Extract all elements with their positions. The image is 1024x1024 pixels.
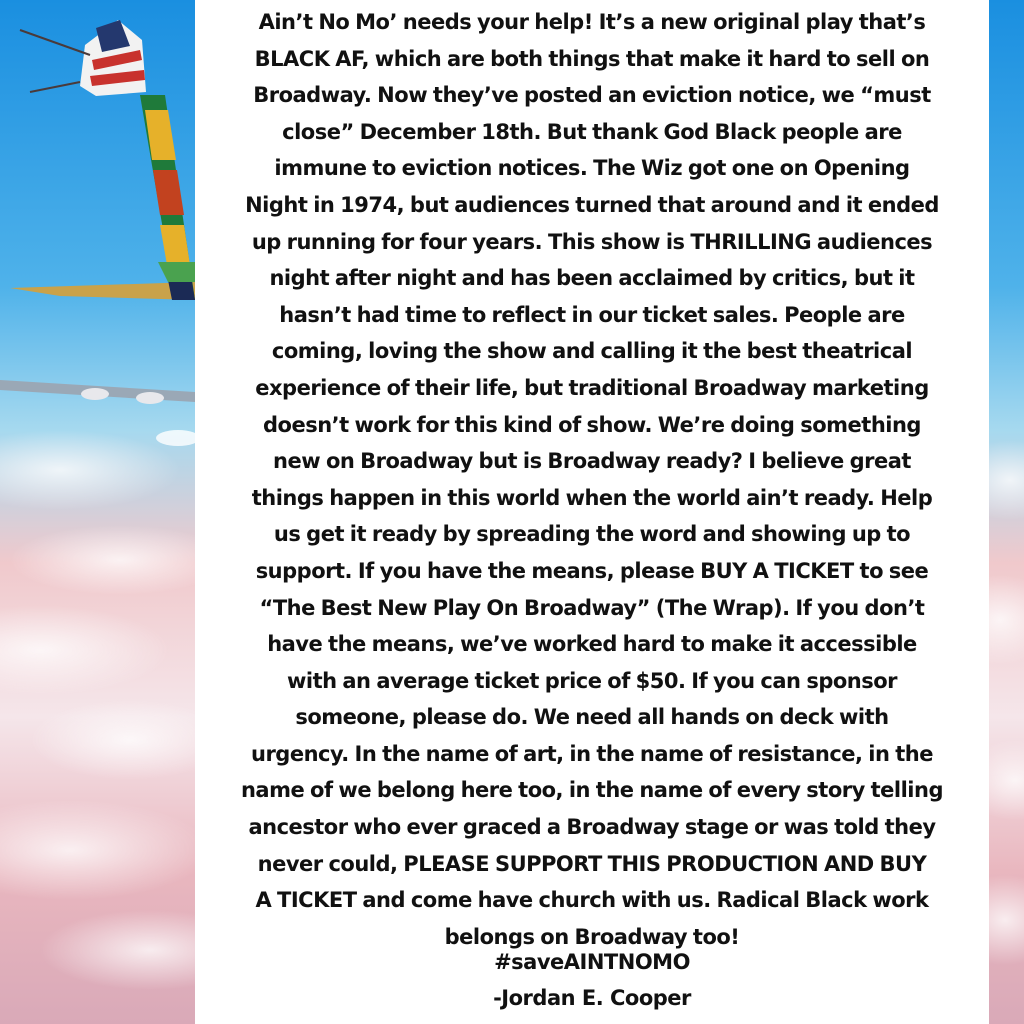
message-line: night after night and has been acclaimed by critics, but it xyxy=(269,266,915,291)
message-line: with an average ticket price of $50. If you can sponsor xyxy=(286,668,898,693)
message-line: things happen in this world when the world ain’t ready. Help xyxy=(251,485,933,510)
message-line: up running for four years. This show is THRILLING audiences xyxy=(251,229,933,254)
message-line: have the means, we’ve worked hard to make it accessible xyxy=(267,632,917,657)
message-line: never could, PLEASE SUPPORT THIS PRODUCTION AND BUY xyxy=(257,851,927,876)
message-line: urgency. In the name of art, in the name of resistance, in the xyxy=(251,741,933,766)
message-line: Night in 1974, but audiences turned that around and it ended xyxy=(245,192,939,217)
message-line: coming, loving the show and calling it the best theatrical xyxy=(271,339,913,364)
message-line: close” December 18th. But thank God Black people are xyxy=(282,119,902,144)
message-panel xyxy=(195,0,989,1024)
message-line: doesn’t work for this kind of show. We’re doing something xyxy=(263,412,921,437)
message-line: hasn’t had time to reflect in our ticket sales. People are xyxy=(279,302,905,327)
message-line: “The Best New Play On Broadway” (The Wrap). If you don’t xyxy=(259,595,925,620)
message-line: us get it ready by spreading the word and showing up to xyxy=(273,522,911,547)
message-line: ancestor who ever graced a Broadway stage or was told they xyxy=(248,815,936,840)
message-line: support. If you have the means, please BUY A TICKET to see xyxy=(255,558,929,583)
message-line: experience of their life, but traditional Broadway marketing xyxy=(255,375,929,400)
hashtag: #saveAINTNOMO xyxy=(494,950,690,974)
message-line: name of we belong here too, in the name of every story telling xyxy=(240,778,943,803)
message-line: A TICKET and come have church with us. Radical Black work xyxy=(255,888,929,913)
message-line: new on Broadway but is Broadway ready? I believe great xyxy=(273,449,911,474)
message-line: belongs on Broadway too! xyxy=(444,924,740,949)
message-line: Broadway. Now they’ve posted an eviction notice, we “must xyxy=(253,83,931,108)
signature: -Jordan E. Cooper xyxy=(493,986,691,1010)
message-line: someone, please do. We need all hands on deck with xyxy=(295,705,889,730)
mist-spray xyxy=(156,430,200,446)
message-line: Ain’t No Mo’ needs your help! It’s a new original play that’s xyxy=(258,10,926,34)
message-line: immune to eviction notices. The Wiz got one on Opening xyxy=(274,156,910,181)
message-line: BLACK AF, which are both things that make it hard to sell on xyxy=(254,46,930,71)
post-message xyxy=(195,0,989,955)
